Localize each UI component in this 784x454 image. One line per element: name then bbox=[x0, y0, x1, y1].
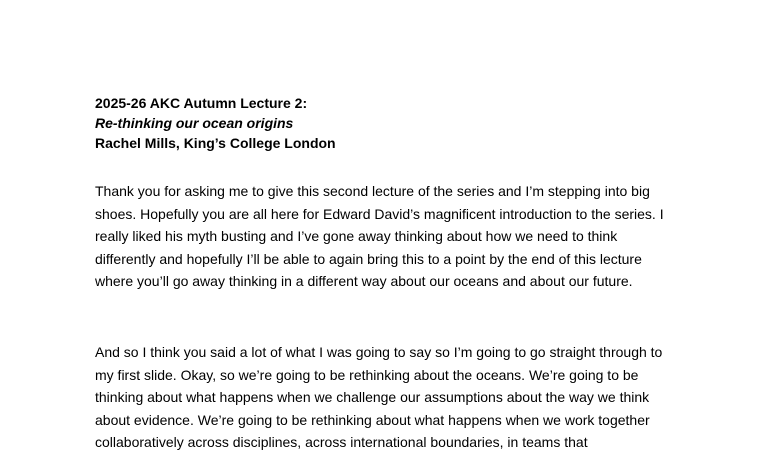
paragraph-line: my first slide. Okay, so we’re going to be rethinking about the oceans. We’re going to be bbox=[95, 366, 639, 383]
paragraph-2 bbox=[95, 341, 695, 454]
paragraph-line: about evidence. We’re going to be rethinking about what happens when we work together bbox=[95, 411, 650, 428]
paragraph-line: really liked his myth busting and I’ve gone away thinking about how we need to think bbox=[95, 228, 618, 245]
lecture-title: 2025-26 AKC Autumn Lecture 2: bbox=[95, 95, 308, 111]
paragraph-1 bbox=[95, 180, 695, 293]
paragraph-line: shoes. Hopefully you are all here for Edward David’s magnificent introduction to the series. I bbox=[95, 205, 664, 222]
document-body bbox=[95, 93, 695, 454]
paragraph-line: Thank you for asking me to give this second lecture of the series and I’m stepping into big bbox=[95, 183, 650, 199]
paragraph-line: where you’ll go away thinking in a different way about our oceans and about our future. bbox=[95, 273, 633, 290]
paragraph-line: collaboratively across disciplines, across international boundaries, in teams that bbox=[95, 434, 588, 451]
document-heading bbox=[95, 93, 695, 153]
paragraph-line: And so I think you said a lot of what I was going to say so I’m going to go straight through to bbox=[95, 343, 663, 360]
paragraph-line: thinking about what happens when we challenge our assumptions about the way we think bbox=[95, 389, 650, 406]
lecture-subtitle: Re-thinking our ocean origins bbox=[95, 115, 294, 131]
paragraph-line: differently and hopefully I’ll be able to again bring this to a point by the end of this lecture bbox=[95, 250, 642, 267]
lecture-author: Rachel Mills, King’s College London bbox=[95, 135, 336, 151]
